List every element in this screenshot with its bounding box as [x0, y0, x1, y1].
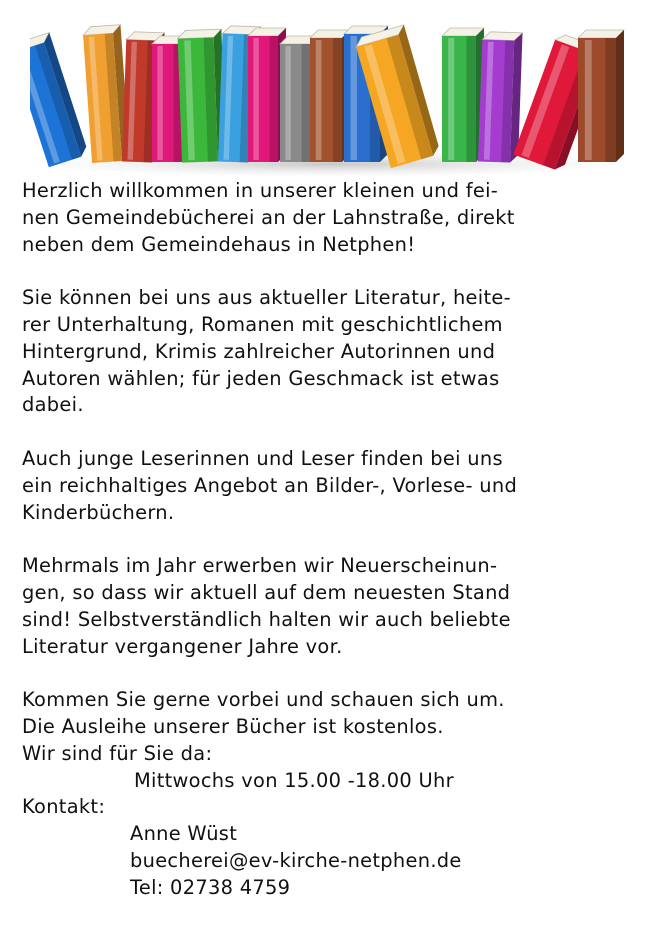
- paragraph-line: Autoren wählen; für jeden Geschmack ist etwas: [22, 366, 500, 390]
- contact-label: Kontakt:: [22, 795, 106, 819]
- paragraph-line: Auch junge Leserinnen und Leser finden bei uns: [22, 446, 503, 470]
- paragraph: [22, 553, 642, 660]
- paragraph: [22, 178, 642, 258]
- invitation-text: Kommen Sie gerne vorbei und schauen sich um.: [22, 688, 505, 712]
- paragraph-line: ein reichhaltiges Angebot an Bilder-, Vorlese- und: [22, 473, 518, 497]
- paragraph-line: Sie können bei uns aus aktueller Literatur, heite-: [22, 286, 511, 310]
- paragraph-line: sind! Selbstverständlich halten wir auch beliebte: [22, 607, 511, 631]
- paragraph-line: Herzlich willkommen in unserer kleinen und fei-: [22, 179, 499, 202]
- book-icon: [578, 30, 624, 162]
- contact-email: buecherei@ev-kirche-netphen.de: [130, 848, 462, 872]
- paragraph-line: Mehrmals im Jahr erwerben wir Neuerscheinun-: [22, 554, 498, 578]
- contact-name: Anne Wüst: [130, 822, 238, 846]
- book-icon: [442, 28, 484, 162]
- page-content: [22, 178, 642, 902]
- books-banner-icon: [30, 14, 630, 176]
- paragraph-line: dabei.: [22, 393, 84, 417]
- paragraph-line: rer Unterhaltung, Romanen mit geschichtlichem: [22, 312, 503, 336]
- paragraph: [22, 446, 642, 526]
- paragraph-line: Kinderbüchern.: [22, 500, 175, 524]
- paragraph-line: gen, so dass wir aktuell auf dem neuesten Stand: [22, 580, 511, 604]
- opening-hours-label: Wir sind für Sie da:: [22, 741, 213, 765]
- opening-hours-value: Mittwochs von 15.00 -18.00 Uhr: [134, 768, 454, 792]
- paragraph-line: Literatur vergangener Jahre vor.: [22, 634, 343, 658]
- contact-phone: Tel: 02738 4759: [130, 875, 291, 899]
- paragraph-line: Hintergrund, Krimis zahlreicher Autorinnen und: [22, 339, 496, 363]
- free-lending-text: Die Ausleihe unserer Bücher ist kostenlos.: [22, 714, 444, 738]
- intro-paragraphs: [22, 178, 642, 660]
- book-icon: [30, 33, 89, 168]
- book-icon: [478, 32, 523, 163]
- paragraph-line: nen Gemeindebücherei an der Lahnstraße, direkt: [22, 205, 515, 229]
- closing-block: [22, 687, 642, 901]
- paragraph: [22, 285, 642, 419]
- paragraph-line: neben dem Gemeindehaus in Netphen!: [22, 232, 416, 256]
